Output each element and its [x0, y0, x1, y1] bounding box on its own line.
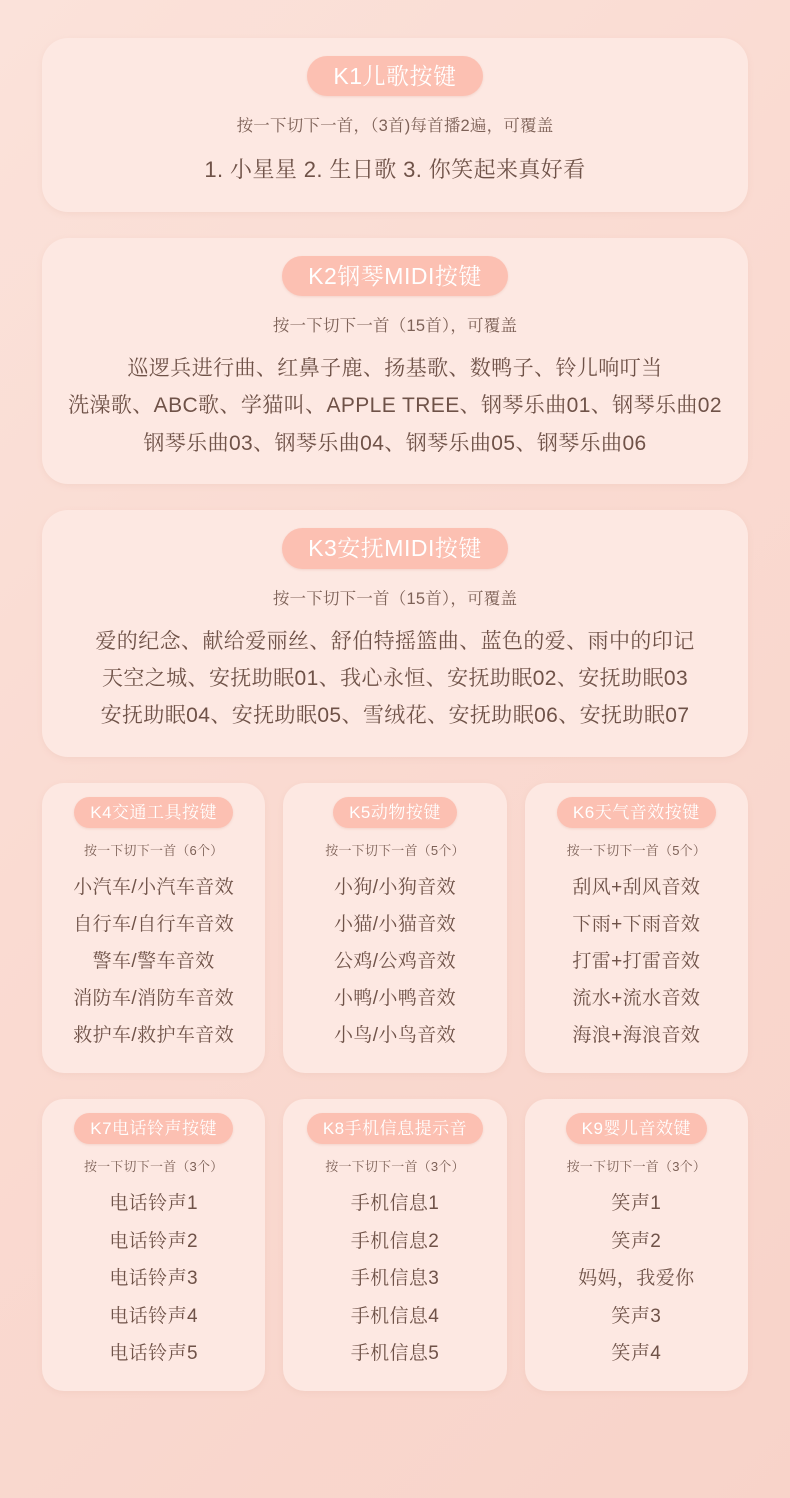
section-card-k5: [283, 783, 506, 1073]
section-lines-k3: [60, 623, 730, 735]
section-title-k9: K9婴儿音效键: [566, 1113, 707, 1145]
section-line: 消防车/消防车音效: [73, 988, 235, 1010]
section-line: 小狗/小狗音效: [333, 877, 457, 899]
section-title-k5: K5动物按键: [333, 797, 457, 829]
section-title-k2: K2钢琴MIDI按键: [282, 256, 508, 296]
section-subtitle-k5: 按一下切下一首（5个）: [325, 843, 465, 859]
section-lines-k9: [535, 1185, 738, 1373]
section-line: 电话铃声4: [109, 1305, 198, 1327]
section-line: 警车/警车音效: [92, 951, 215, 973]
section-line: 妈妈，我爱你: [578, 1268, 695, 1290]
section-line: 洗澡歌、ABC歌、学猫叫、APPLE TREE、钢琴乐曲01、钢琴乐曲02: [68, 394, 722, 418]
section-line: 手机信息2: [350, 1230, 440, 1252]
section-line: 小鸟/小鸟音效: [333, 1025, 457, 1047]
section-line: 笑声1: [611, 1193, 662, 1215]
section-line: 流水+流水音效: [572, 988, 701, 1010]
section-line: 电话铃声3: [109, 1268, 198, 1290]
section-line: 救护车/救护车音效: [73, 1025, 235, 1047]
section-subtitle-k7: 按一下切下一首（3个）: [83, 1159, 224, 1175]
section-subtitle-k6: 按一下切下一首（5个）: [566, 843, 707, 859]
section-line: 小汽车/小汽车音效: [73, 877, 235, 899]
section-line: 公鸡/公鸡音效: [333, 951, 457, 973]
section-line: 笑声4: [611, 1343, 662, 1365]
section-line: 手机信息3: [350, 1268, 440, 1290]
section-line: 笑声3: [611, 1305, 662, 1327]
section-subtitle-k1: 按一下切下一首，（3首)每首播2遍，可覆盖: [236, 117, 554, 136]
section-line: 自行车/自行车音效: [73, 914, 235, 936]
section-title-k4: K4交通工具按键: [74, 797, 233, 829]
section-subtitle-k4: 按一下切下一首（6个）: [83, 843, 224, 859]
section-title-k8: K8手机信息提示音: [307, 1113, 483, 1145]
section-card-k9: [525, 1099, 748, 1392]
section-card-k1: [42, 38, 748, 212]
section-card-k7: [42, 1099, 265, 1392]
section-line: 海浪+海浪音效: [572, 1025, 701, 1047]
section-lines-k4: [52, 869, 255, 1054]
section-title-k3: K3安抚MIDI按键: [282, 528, 508, 568]
section-line: 1. 小星星 2. 生日歌 3. 你笑起来真好看: [204, 157, 586, 183]
section-lines-k7: [52, 1185, 255, 1373]
section-line: 小鸭/小鸭音效: [333, 988, 457, 1010]
section-lines-k8: [293, 1185, 496, 1373]
section-card-k2: [42, 238, 748, 485]
section-card-k8: [283, 1099, 506, 1392]
section-line: 巡逻兵进行曲、红鼻子鹿、扬基歌、数鸭子、铃儿响叮当: [127, 357, 663, 381]
section-line: 手机信息4: [350, 1305, 440, 1327]
section-grid-row-2: [42, 1099, 748, 1392]
section-line: 电话铃声1: [109, 1193, 198, 1215]
section-lines-k2: [60, 350, 730, 462]
section-line: 笑声2: [611, 1230, 662, 1252]
section-lines-k5: [293, 869, 496, 1054]
section-subtitle-k9: 按一下切下一首（3个）: [566, 1159, 707, 1175]
section-line: 安抚助眠04、安抚助眠05、雪绒花、安抚助眠06、安抚助眠07: [100, 704, 690, 728]
section-subtitle-k8: 按一下切下一首（3个）: [325, 1159, 465, 1175]
section-line: 手机信息1: [350, 1193, 440, 1215]
section-line: 小猫/小猫音效: [333, 914, 457, 936]
section-line: 钢琴乐曲03、钢琴乐曲04、钢琴乐曲05、钢琴乐曲06: [143, 431, 647, 455]
section-line: 下雨+下雨音效: [572, 914, 701, 936]
section-line: 爱的纪念、献给爱丽丝、舒伯特摇篮曲、蓝色的爱、雨中的印记: [95, 629, 695, 653]
section-line: 天空之城、安抚助眠01、我心永恒、安抚助眠02、安抚助眠03: [101, 666, 689, 690]
section-subtitle-k3: 按一下切下一首（15首），可覆盖: [272, 589, 518, 608]
section-line: 电话铃声5: [109, 1343, 198, 1365]
section-line: 电话铃声2: [109, 1230, 198, 1252]
section-subtitle-k2: 按一下切下一首（15首），可覆盖: [272, 317, 518, 336]
section-card-k4: [42, 783, 265, 1073]
section-lines-k1: [60, 150, 730, 189]
section-lines-k6: [535, 869, 738, 1054]
section-title-k1: K1儿歌按键: [307, 56, 482, 96]
section-card-k6: [525, 783, 748, 1073]
section-title-k7: K7电话铃声按键: [74, 1113, 233, 1145]
section-card-k3: [42, 510, 748, 757]
section-title-k6: K6天气音效按键: [557, 797, 716, 829]
section-grid-row-1: [42, 783, 748, 1073]
section-line: 刮风+刮风音效: [572, 877, 701, 899]
section-line: 打雷+打雷音效: [572, 951, 701, 973]
section-line: 手机信息5: [350, 1343, 440, 1365]
